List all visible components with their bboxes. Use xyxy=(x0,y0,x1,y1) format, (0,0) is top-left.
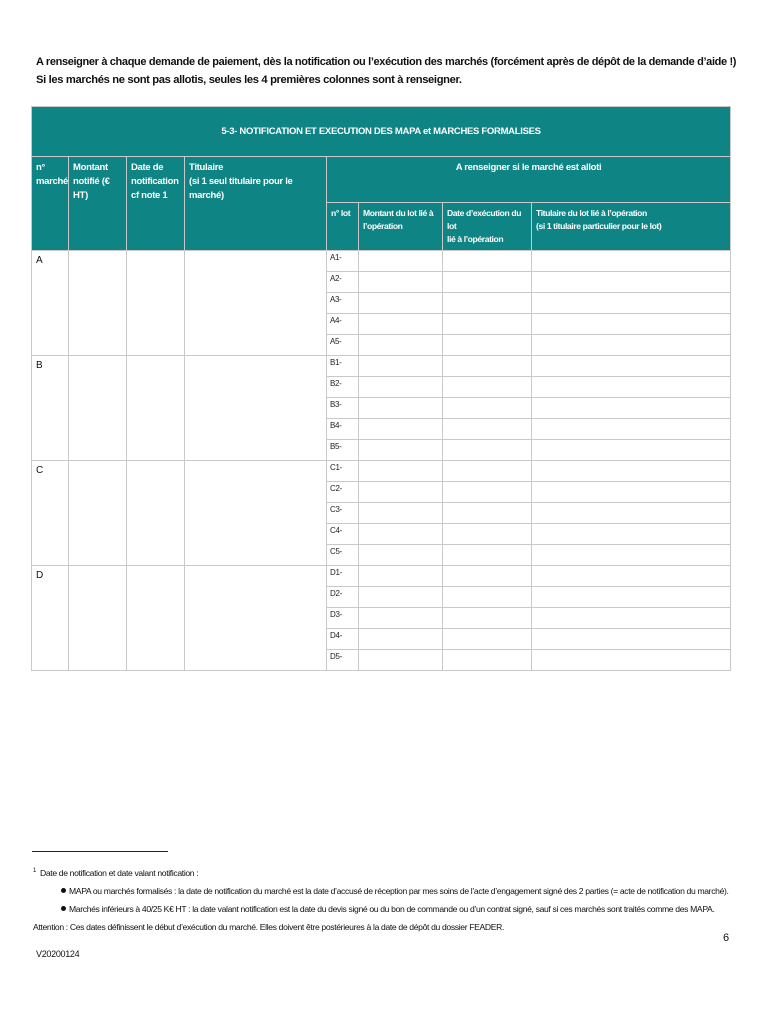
header-marche-line-1: n° xyxy=(36,162,46,173)
lot-cell xyxy=(327,545,359,566)
date-exec-cell[interactable] xyxy=(443,440,532,461)
montant-lot-cell[interactable] xyxy=(359,398,443,419)
footnotes xyxy=(33,862,733,936)
titulaire-cell[interactable] xyxy=(185,566,327,671)
group-letter: B xyxy=(36,360,43,371)
header-date-exec-line-1: Date d’exécution du lot xyxy=(447,208,522,231)
montant-lot-cell[interactable] xyxy=(359,314,443,335)
date-exec-cell[interactable] xyxy=(443,608,532,629)
lot-cell xyxy=(327,524,359,545)
lot-cell xyxy=(327,419,359,440)
lot-cell xyxy=(327,650,359,671)
header-lot: n° lot xyxy=(327,203,359,251)
date-exec-cell[interactable] xyxy=(443,293,532,314)
titulaire-lot-cell[interactable] xyxy=(532,314,731,335)
titulaire-lot-cell[interactable] xyxy=(532,356,731,377)
montant-lot-cell[interactable] xyxy=(359,272,443,293)
group-letter: C xyxy=(36,465,44,476)
lot-cell xyxy=(327,398,359,419)
header-montant-line-1: Montant xyxy=(73,162,108,173)
date-exec-cell[interactable] xyxy=(443,251,532,272)
lot-code: B2- xyxy=(330,379,342,388)
date-exec-cell[interactable] xyxy=(443,629,532,650)
lot-cell xyxy=(327,377,359,398)
table-row xyxy=(32,356,731,377)
notification-table xyxy=(31,106,731,671)
montant-lot-cell[interactable] xyxy=(359,650,443,671)
titulaire-lot-cell[interactable] xyxy=(532,335,731,356)
group-letter: A xyxy=(36,255,43,266)
date-exec-cell[interactable] xyxy=(443,650,532,671)
intro-line-2: Si les marchés ne sont pas allotis, seules les 4 premières colonnes sont à renseigner. xyxy=(36,74,462,86)
header-titulaire-line-2: (si 1 seul titulaire pour le marché) xyxy=(189,176,293,201)
montant-cell[interactable] xyxy=(69,566,127,671)
header-date xyxy=(127,157,185,251)
date-exec-cell[interactable] xyxy=(443,356,532,377)
lot-code: C4- xyxy=(330,526,342,535)
montant-lot-cell[interactable] xyxy=(359,293,443,314)
intro-line-1: A renseigner à chaque demande de paiement, dès la notification ou l’exécution des marchés (forcément après de dépôt de la demande d’aide !) xyxy=(36,56,737,68)
lot-cell xyxy=(327,503,359,524)
lot-code: D1- xyxy=(330,568,342,577)
titulaire-cell[interactable] xyxy=(185,356,327,461)
date-exec-cell[interactable] xyxy=(443,461,532,482)
header-date-line-2: notification xyxy=(131,176,179,187)
footnote-bullet-1-text: MAPA ou marchés formalisés : la date de notification du marché est la date d’accusé de réception par mes soins de l’acte d’engagement signé des 2 parties (= acte de notification du marché). xyxy=(69,885,729,896)
titulaire-lot-cell[interactable] xyxy=(532,419,731,440)
titulaire-lot-cell[interactable] xyxy=(532,251,731,272)
lot-code: C3- xyxy=(330,505,342,514)
table-row xyxy=(32,461,731,482)
lot-cell xyxy=(327,335,359,356)
bullet-icon xyxy=(61,888,66,893)
titulaire-lot-cell[interactable] xyxy=(532,524,731,545)
date-exec-cell[interactable] xyxy=(443,272,532,293)
montant-lot-cell[interactable] xyxy=(359,419,443,440)
header-marche xyxy=(32,157,69,251)
lot-code: B4- xyxy=(330,421,342,430)
date-cell[interactable] xyxy=(127,356,185,461)
lot-code: D3- xyxy=(330,610,342,619)
montant-cell[interactable] xyxy=(69,356,127,461)
header-marche-line-2: marché xyxy=(36,176,68,187)
lot-code: C5- xyxy=(330,547,342,556)
titulaire-lot-cell[interactable] xyxy=(532,503,731,524)
lot-cell xyxy=(327,251,359,272)
date-exec-cell[interactable] xyxy=(443,335,532,356)
page-number: 6 xyxy=(723,932,730,944)
lot-cell xyxy=(327,272,359,293)
montant-lot-cell[interactable] xyxy=(359,608,443,629)
lot-code: B3- xyxy=(330,400,342,409)
bullet-icon xyxy=(61,906,66,911)
marche-cell[interactable] xyxy=(32,461,69,566)
titulaire-cell[interactable] xyxy=(185,461,327,566)
montant-lot-cell[interactable] xyxy=(359,377,443,398)
titulaire-cell[interactable] xyxy=(185,251,327,356)
lot-cell xyxy=(327,440,359,461)
date-exec-cell[interactable] xyxy=(443,398,532,419)
footnote-bullet-1 xyxy=(33,882,733,900)
marche-cell[interactable] xyxy=(32,356,69,461)
date-exec-cell[interactable] xyxy=(443,503,532,524)
date-exec-cell[interactable] xyxy=(443,314,532,335)
lot-code: B5- xyxy=(330,442,342,451)
footnote-marker: 1 xyxy=(33,868,36,874)
lot-code: A2- xyxy=(330,274,342,283)
header-titulaire-lot xyxy=(532,203,731,251)
montant-lot-cell[interactable] xyxy=(359,566,443,587)
date-exec-cell[interactable] xyxy=(443,377,532,398)
table-row xyxy=(32,566,731,587)
titulaire-lot-cell[interactable] xyxy=(532,482,731,503)
lot-cell xyxy=(327,482,359,503)
header-titulaire-line-1: Titulaire xyxy=(189,162,224,173)
footnote-bullet-2-text: Marchés inférieurs à 40/25 K€ HT : la date valant notification est la date du devis signé ou du bon de commande ou d’un contrat signé, sauf si ces marchés sont traités comme des MAPA. xyxy=(69,903,715,914)
marche-cell[interactable] xyxy=(32,566,69,671)
titulaire-lot-cell[interactable] xyxy=(532,398,731,419)
lot-cell xyxy=(327,629,359,650)
lot-code: C2- xyxy=(330,484,342,493)
lot-code: A4- xyxy=(330,316,342,325)
lot-cell xyxy=(327,566,359,587)
header-titulaire-lot-line-2: (si 1 titulaire particulier pour le lot) xyxy=(536,221,662,231)
montant-lot-cell[interactable] xyxy=(359,545,443,566)
footnote-separator xyxy=(32,851,168,852)
titulaire-lot-cell[interactable] xyxy=(532,566,731,587)
titulaire-lot-cell[interactable] xyxy=(532,629,731,650)
header-montant-lot-line-2: l’opération xyxy=(363,221,403,231)
marche-cell[interactable] xyxy=(32,251,69,356)
montant-lot-cell[interactable] xyxy=(359,356,443,377)
lot-cell xyxy=(327,356,359,377)
montant-lot-cell[interactable] xyxy=(359,461,443,482)
montant-lot-cell[interactable] xyxy=(359,503,443,524)
titulaire-lot-cell[interactable] xyxy=(532,461,731,482)
version-label: V20200124 xyxy=(36,949,80,959)
date-cell[interactable] xyxy=(127,251,185,356)
lot-code: A5- xyxy=(330,337,342,346)
lot-cell xyxy=(327,293,359,314)
date-cell[interactable] xyxy=(127,566,185,671)
lot-cell xyxy=(327,314,359,335)
lot-code: D2- xyxy=(330,589,342,598)
intro-instructions xyxy=(36,53,736,89)
titulaire-lot-cell[interactable] xyxy=(532,545,731,566)
montant-lot-cell[interactable] xyxy=(359,629,443,650)
montant-lot-cell[interactable] xyxy=(359,335,443,356)
header-montant xyxy=(69,157,127,251)
lot-cell xyxy=(327,608,359,629)
date-cell[interactable] xyxy=(127,461,185,566)
header-montant-lot xyxy=(359,203,443,251)
table-title: 5-3- NOTIFICATION ET EXECUTION DES MAPA et MARCHES FORMALISES xyxy=(32,107,731,157)
montant-lot-cell[interactable] xyxy=(359,482,443,503)
table-row xyxy=(32,251,731,272)
titulaire-lot-cell[interactable] xyxy=(532,377,731,398)
montant-cell[interactable] xyxy=(69,251,127,356)
lot-code: A1- xyxy=(330,253,342,262)
lot-code: D5- xyxy=(330,652,342,661)
date-exec-cell[interactable] xyxy=(443,587,532,608)
header-date-line-3: cf note 1 xyxy=(131,190,168,201)
header-date-exec xyxy=(443,203,532,251)
lot-code: A3- xyxy=(330,295,342,304)
header-montant-line-2: notifié (€ HT) xyxy=(73,176,110,201)
date-exec-cell[interactable] xyxy=(443,482,532,503)
lot-cell xyxy=(327,461,359,482)
header-titulaire-lot-line-1: Titulaire du lot lié à l’opération xyxy=(536,208,647,218)
titulaire-lot-cell[interactable] xyxy=(532,608,731,629)
footnote-attention: Attention : Ces dates définissent le début d’exécution du marché. Elles doivent être postérieures à la date de dépôt du dossier FEADER. xyxy=(33,921,505,932)
header-date-exec-line-2: lié à l’opération xyxy=(447,234,504,244)
footnote-title: Date de notification et date valant notification : xyxy=(40,867,199,878)
group-letter: D xyxy=(36,570,44,581)
montant-lot-cell[interactable] xyxy=(359,251,443,272)
titulaire-lot-cell[interactable] xyxy=(532,293,731,314)
date-exec-cell[interactable] xyxy=(443,566,532,587)
montant-lot-cell[interactable] xyxy=(359,440,443,461)
montant-lot-cell[interactable] xyxy=(359,587,443,608)
titulaire-lot-cell[interactable] xyxy=(532,272,731,293)
header-titulaire xyxy=(185,157,327,251)
date-exec-cell[interactable] xyxy=(443,419,532,440)
titulaire-lot-cell[interactable] xyxy=(532,440,731,461)
lot-code: B1- xyxy=(330,358,342,367)
header-date-line-1: Date de xyxy=(131,162,164,173)
montant-cell[interactable] xyxy=(69,461,127,566)
lot-cell xyxy=(327,587,359,608)
header-alloti: A renseigner si le marché est alloti xyxy=(327,157,731,203)
lot-code: C1- xyxy=(330,463,342,472)
titulaire-lot-cell[interactable] xyxy=(532,650,731,671)
titulaire-lot-cell[interactable] xyxy=(532,587,731,608)
date-exec-cell[interactable] xyxy=(443,545,532,566)
header-montant-lot-line-1: Montant du lot lié à xyxy=(363,208,434,218)
footnote-title-line xyxy=(33,862,733,882)
date-exec-cell[interactable] xyxy=(443,524,532,545)
montant-lot-cell[interactable] xyxy=(359,524,443,545)
lot-code: D4- xyxy=(330,631,342,640)
footnote-bullet-2 xyxy=(33,900,733,918)
